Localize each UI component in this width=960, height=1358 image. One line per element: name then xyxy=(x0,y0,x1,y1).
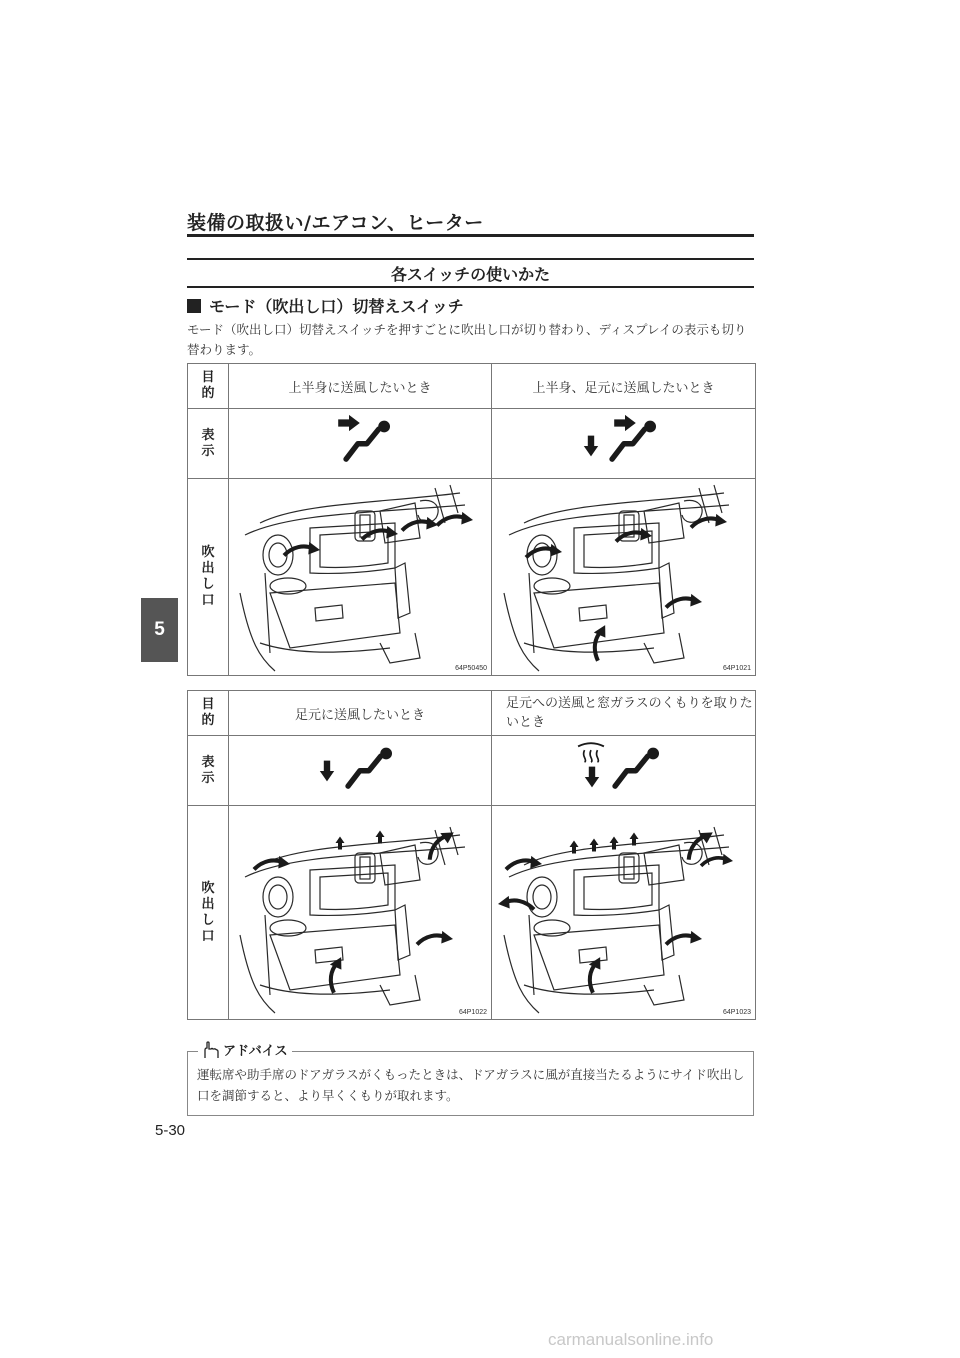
chapter-tab: 5 xyxy=(141,598,178,662)
display-cell xyxy=(229,409,492,479)
display-cell xyxy=(492,736,756,806)
section-rule-bottom xyxy=(187,286,754,288)
vent-label: 吹 出 し 口 xyxy=(188,479,229,676)
vent-illustration-cell xyxy=(492,479,756,676)
dashboard-foot-illustration xyxy=(230,815,490,1015)
display-row xyxy=(188,736,756,806)
subsection-description: モード（吹出し口）切替えスイッチを押すごとに吹出し口が切り替わり、ディスプレイの表示も切り替わります。 xyxy=(187,322,747,357)
purpose-label: 目 的 xyxy=(188,364,229,409)
advice-heading xyxy=(198,1040,292,1059)
vent-illustration-cell xyxy=(229,806,492,1020)
vent-row xyxy=(188,806,756,1020)
square-bullet-icon xyxy=(187,299,201,313)
vent-illustration-cell xyxy=(229,479,492,676)
figure-code: 64P1023 xyxy=(722,1009,751,1016)
page-number: 5-30 xyxy=(155,1122,186,1139)
display-row xyxy=(188,409,756,479)
purpose-row xyxy=(188,691,756,736)
foot-defrost-mode-indicator-icon xyxy=(574,737,674,801)
display-cell xyxy=(229,736,492,806)
dashboard-foot-defrost-illustration xyxy=(494,815,754,1015)
subsection-heading xyxy=(187,294,464,317)
advice-label: アドバイス xyxy=(223,1044,288,1059)
section-rule-top xyxy=(187,258,754,260)
mode-table-1 xyxy=(187,363,756,676)
purpose-label: 目 的 xyxy=(188,691,229,736)
display-label: 表 示 xyxy=(188,409,229,479)
section-heading: 各スイッチの使いかた xyxy=(390,265,551,284)
vent-illustration-cell xyxy=(492,806,756,1020)
watermark: carmanualsonline.info xyxy=(548,1330,714,1349)
dashboard-face-illustration xyxy=(230,483,490,673)
display-cell xyxy=(492,409,756,479)
title-rule xyxy=(187,234,754,237)
mode-table-2 xyxy=(187,690,756,1020)
chapter-title: 装備の取扱い/エアコン、ヒーター xyxy=(187,212,484,234)
pointing-hand-icon xyxy=(202,1041,220,1059)
figure-code: 64P50450 xyxy=(455,665,487,672)
dashboard-bilevel-illustration xyxy=(494,483,754,673)
purpose-cell: 上半身、足元に送風したいとき xyxy=(492,364,756,409)
foot-mode-indicator-icon xyxy=(315,739,405,799)
purpose-cell: 上半身に送風したいとき xyxy=(229,364,492,409)
purpose-cell: 足元への送風と窓ガラスのくもりを取りたいとき xyxy=(492,691,756,736)
purpose-row xyxy=(188,364,756,409)
vent-label: 吹 出 し 口 xyxy=(188,806,229,1020)
subsection-title: モード（吹出し口）切替えスイッチ xyxy=(209,297,464,316)
vent-row xyxy=(188,479,756,676)
advice-text: 運転席や助手席のドアガラスがくもったときは、ドアガラスに風が直接当たるようにサイド吹出し口を調節すると、より早くくもりが取れます。 xyxy=(197,1067,745,1103)
figure-code: 64P1022 xyxy=(458,1009,487,1016)
purpose-cell: 足元に送風したいとき xyxy=(229,691,492,736)
figure-code: 64P1021 xyxy=(722,665,751,672)
face-mode-indicator-icon xyxy=(315,412,405,472)
display-label: 表 示 xyxy=(188,736,229,806)
bilevel-mode-indicator-icon xyxy=(579,412,669,472)
